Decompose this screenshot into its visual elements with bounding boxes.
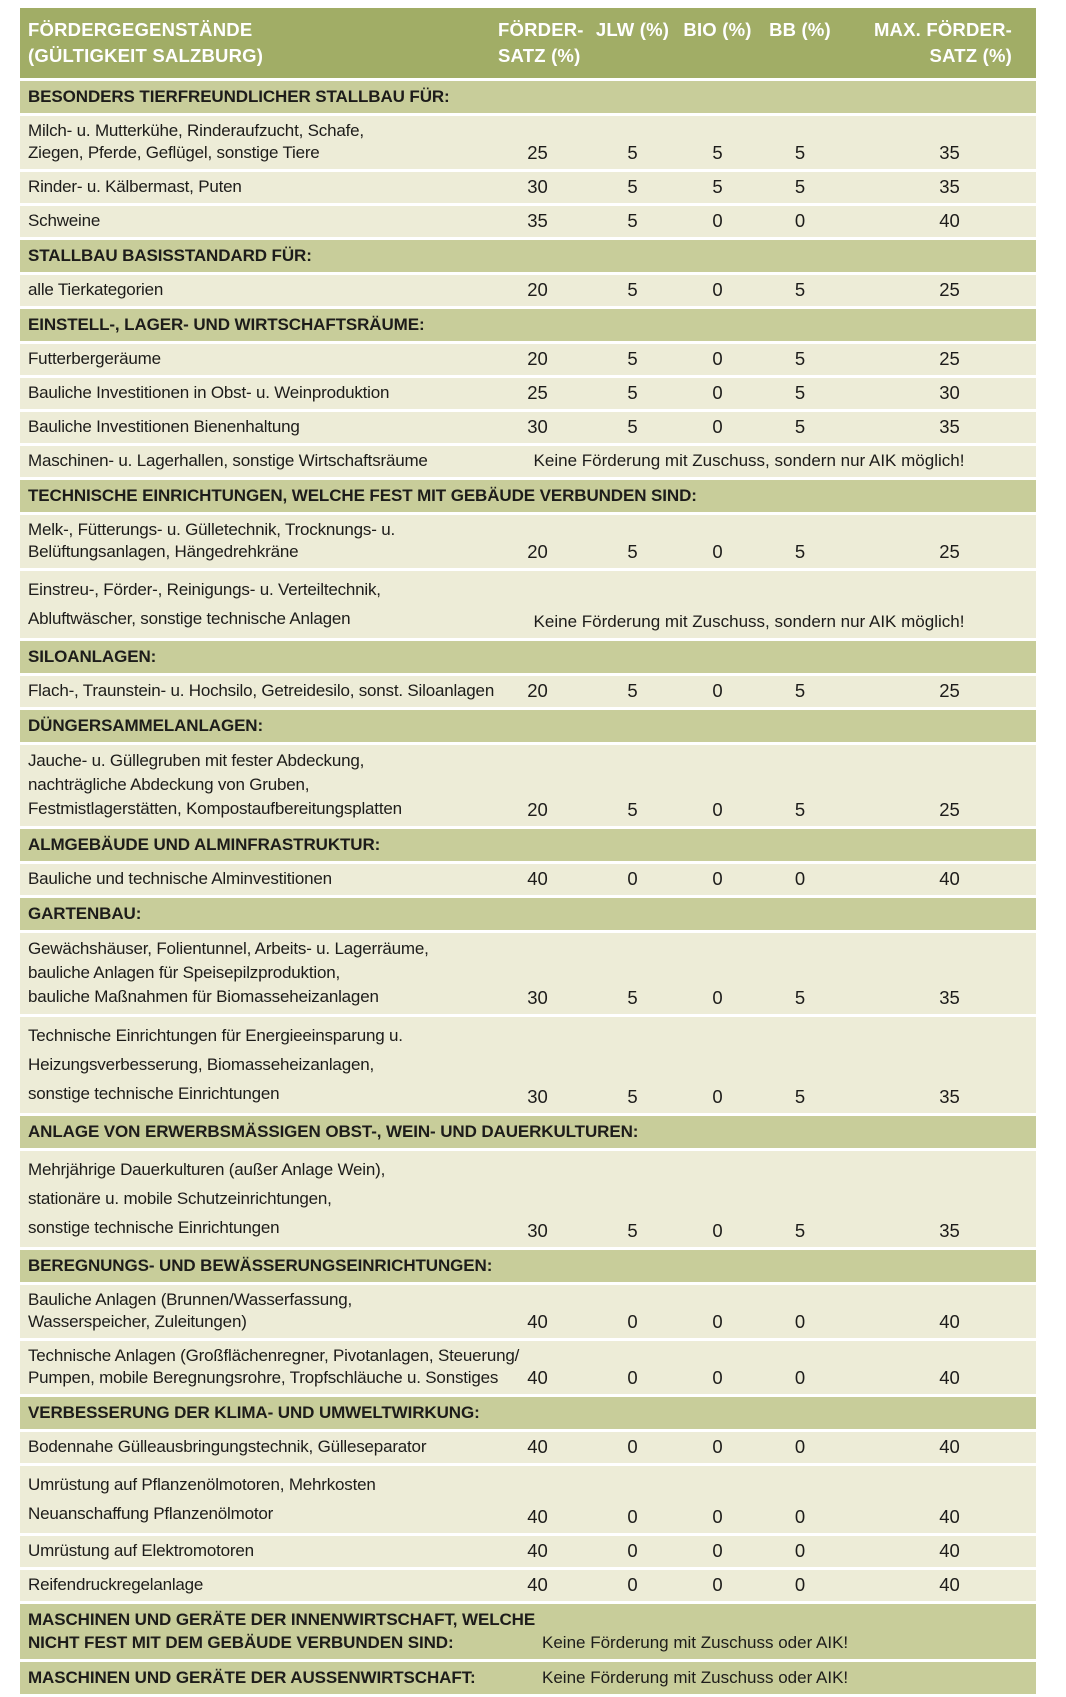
table-row <box>20 446 1036 477</box>
section-header-row <box>20 898 1036 930</box>
table-row <box>20 1536 1036 1567</box>
cell-value: 5 <box>794 541 806 562</box>
row-description-line: Abluftwäscher, sonstige technische Anlagen <box>28 609 351 628</box>
row-description <box>20 1289 490 1333</box>
cell-value: 40 <box>527 868 548 889</box>
section-title-line: DÜNGERSAMMELANLAGEN: <box>28 716 264 735</box>
cell-value: 40 <box>527 1311 548 1332</box>
cell-value: 40 <box>527 1540 548 1561</box>
section-header-row <box>20 710 1036 742</box>
table-row <box>20 1570 1036 1601</box>
cell-value: 35 <box>939 142 960 163</box>
row-description-line: Einstreu-, Förder-, Reinigungs- u. Verteiltechnik, <box>28 580 381 599</box>
section-title <box>20 313 542 336</box>
row-description <box>20 575 490 633</box>
cell-value: 0 <box>627 1311 638 1332</box>
row-description-line: Wasserspeicher, Zuleitungen) <box>28 1312 247 1331</box>
row-description-line: Ziegen, Pferde, Geflügel, sonstige Tiere <box>28 143 320 162</box>
cell-value: 25 <box>939 680 960 701</box>
row-description-line: Bodennahe Gülleausbringungstechnik, Gülleseparator <box>28 1437 427 1456</box>
section-title-line: GARTENBAU: <box>28 904 142 923</box>
cell-value: 5 <box>627 799 638 820</box>
cell-value: 5 <box>627 348 638 369</box>
column-header-line: SATZ (%) <box>498 45 581 66</box>
cell-value: 0 <box>712 1220 723 1241</box>
row-description <box>20 348 490 370</box>
cell-value: 0 <box>712 382 723 403</box>
table-row <box>20 378 1036 409</box>
cell-value: 5 <box>794 382 806 403</box>
cell-value: 5 <box>712 142 723 163</box>
section-title-line: BESONDERS TIERFREUNDLICHER STALLBAU FÜR: <box>28 87 450 106</box>
section-title <box>20 1120 639 1143</box>
section-header-row <box>20 81 1036 113</box>
table-row <box>20 933 1036 1014</box>
column-header-line: MAX. FÖRDER- <box>873 19 1012 40</box>
section-note: Keine Förderung mit Zuschuss oder AIK! <box>542 1668 849 1687</box>
row-description-line: Festmistlagerstätten, Kompostaufbereitungsplatten <box>28 799 402 818</box>
row-description <box>20 1021 490 1108</box>
section-header-row <box>20 480 1036 512</box>
row-description <box>20 1470 490 1528</box>
cell-value: 0 <box>794 1311 806 1332</box>
cell-value: 0 <box>712 541 723 562</box>
table-header-row <box>20 8 1036 78</box>
row-description-line: Maschinen- u. Lagerhallen, sonstige Wirtschaftsräume <box>28 451 428 470</box>
cell-value: 0 <box>712 1311 723 1332</box>
cell-value: 0 <box>794 1506 806 1527</box>
row-description-line: Umrüstung auf Pflanzenölmotoren, Mehrkosten <box>28 1475 376 1494</box>
row-description-line: Heizungsverbesserung, Biomasseheizanlagen, <box>28 1055 374 1074</box>
row-description-line: Rinder- u. Kälbermast, Puten <box>28 177 242 196</box>
table-row <box>20 864 1036 895</box>
row-description <box>20 749 490 821</box>
cell-value: 20 <box>527 348 548 369</box>
cell-value: 5 <box>794 987 806 1008</box>
section-title <box>20 833 542 856</box>
row-description <box>20 1540 490 1562</box>
row-description-line: bauliche Anlagen für Speisepilzproduktion, <box>28 963 340 982</box>
section-title <box>20 1254 542 1277</box>
cell-value: 30 <box>527 176 548 197</box>
table-row <box>20 116 1036 169</box>
subsidy-table <box>20 8 1036 1697</box>
section-title <box>20 85 542 108</box>
cell-value: 25 <box>939 348 960 369</box>
section-header-row <box>20 1604 1036 1659</box>
cell-value: 20 <box>527 680 548 701</box>
cell-value: 0 <box>712 1506 723 1527</box>
cell-value: 20 <box>527 799 548 820</box>
cell-value: 0 <box>712 210 723 231</box>
section-title <box>20 1608 542 1654</box>
cell-value: 35 <box>939 987 960 1008</box>
section-header-row <box>20 240 1036 272</box>
cell-value: 0 <box>712 1436 723 1457</box>
cell-value: 0 <box>712 348 723 369</box>
cell-value: 0 <box>627 1367 638 1388</box>
section-header-row <box>20 1662 1036 1694</box>
cell-value: 5 <box>627 176 638 197</box>
section-title-line: VERBESSERUNG DER KLIMA- UND UMWELTWIRKUNG: <box>28 1403 480 1422</box>
section-title-line: MASCHINEN UND GERÄTE DER INNENWIRTSCHAFT, WELCHE <box>28 1610 536 1629</box>
row-description-line: Milch- u. Mutterkühe, Rinderaufzucht, Schafe, <box>28 121 364 140</box>
section-title <box>20 484 697 507</box>
cell-value: 25 <box>939 799 960 820</box>
section-title <box>20 244 542 267</box>
cell-value: 25 <box>939 279 960 300</box>
row-description <box>20 450 490 472</box>
row-description-line: Gewächshäuser, Folientunnel, Arbeits- u. Lagerräume, <box>28 939 429 958</box>
cell-value: 0 <box>712 1540 723 1561</box>
section-title <box>20 1401 542 1424</box>
cell-value: 0 <box>794 1540 806 1561</box>
section-title-line: SILOANLAGEN: <box>28 647 157 666</box>
row-note: Keine Förderung mit Zuschuss, sondern nur AIK möglich! <box>533 612 965 631</box>
cell-value: 35 <box>939 1086 960 1107</box>
cell-value: 30 <box>939 382 960 403</box>
column-header-bb: BB (%) <box>769 19 831 40</box>
cell-value: 5 <box>627 382 638 403</box>
cell-value: 35 <box>939 176 960 197</box>
cell-value: 5 <box>794 1086 806 1107</box>
row-description <box>20 176 490 198</box>
row-note: Keine Förderung mit Zuschuss, sondern nur AIK möglich! <box>533 451 965 470</box>
cell-value: 0 <box>712 1574 723 1595</box>
section-title-line: ALMGEBÄUDE UND ALMINFRASTRUKTUR: <box>28 835 381 854</box>
section-title-line: BEREGNUNGS- UND BEWÄSSERUNGSEINRICHTUNGEN: <box>28 1256 493 1275</box>
cell-value: 0 <box>794 1436 806 1457</box>
table-row <box>20 344 1036 375</box>
cell-value: 5 <box>627 987 638 1008</box>
row-description <box>20 937 490 1009</box>
cell-value: 5 <box>627 416 638 437</box>
cell-value: 0 <box>627 1506 638 1527</box>
row-description <box>20 868 490 890</box>
table-row <box>20 1285 1036 1338</box>
section-title-line: EINSTELL-, LAGER- UND WIRTSCHAFTSRÄUME: <box>28 315 425 334</box>
cell-value: 0 <box>627 1540 638 1561</box>
section-title <box>20 645 542 668</box>
cell-value: 35 <box>939 416 960 437</box>
cell-value: 5 <box>794 1220 806 1241</box>
cell-value: 40 <box>939 210 960 231</box>
section-title-line: MASCHINEN UND GERÄTE DER AUSSENWIRTSCHAFT: <box>28 1668 476 1687</box>
table-body <box>20 81 1036 1694</box>
row-description-line: nachträgliche Abdeckung von Gruben, <box>28 775 310 794</box>
row-description-line: Reifendruckregelanlage <box>28 1575 204 1594</box>
section-header-row <box>20 829 1036 861</box>
table-row <box>20 571 1036 638</box>
table-row <box>20 206 1036 237</box>
table-row <box>20 412 1036 443</box>
table-row <box>20 1017 1036 1113</box>
cell-value: 40 <box>527 1574 548 1595</box>
row-description-line: Schweine <box>28 211 101 230</box>
row-description-line: Technische Einrichtungen für Energieeinsparung u. <box>28 1026 403 1045</box>
cell-value: 5 <box>627 1220 638 1241</box>
cell-value: 40 <box>939 1540 960 1561</box>
cell-value: 30 <box>527 987 548 1008</box>
cell-value: 0 <box>712 987 723 1008</box>
row-description <box>20 416 490 438</box>
table-row <box>20 172 1036 203</box>
row-description <box>20 519 490 563</box>
cell-value: 5 <box>794 680 806 701</box>
cell-value: 0 <box>712 799 723 820</box>
row-description-line: Bauliche Investitionen Bienenhaltung <box>28 417 300 436</box>
cell-value: 40 <box>939 1367 960 1388</box>
table-row <box>20 1151 1036 1247</box>
cell-value: 0 <box>794 210 806 231</box>
row-description-line: Flach-, Traunstein- u. Hochsilo, Getreidesilo, sonst. Siloanlagen <box>28 681 495 700</box>
cell-value: 5 <box>627 279 638 300</box>
table-row <box>20 1432 1036 1463</box>
row-description-line: Neuanschaffung Pflanzenölmotor <box>28 1504 274 1523</box>
cell-value: 30 <box>527 1220 548 1241</box>
cell-value: 40 <box>939 1311 960 1332</box>
row-description-line: Futterbergeräume <box>28 349 161 368</box>
column-header-jlw: JLW (%) <box>595 19 670 40</box>
row-description-line: sonstige technische Einrichtungen <box>28 1084 280 1103</box>
cell-value: 40 <box>527 1436 548 1457</box>
row-description <box>20 1155 490 1242</box>
cell-value: 5 <box>794 176 806 197</box>
table-row <box>20 1341 1036 1394</box>
row-description-line: Umrüstung auf Elektromotoren <box>28 1541 254 1560</box>
row-description <box>20 120 490 164</box>
column-header-line: FÖRDER- <box>498 19 584 40</box>
row-description-line: bauliche Maßnahmen für Biomasseheizanlagen <box>28 987 379 1006</box>
table-row <box>20 515 1036 568</box>
cell-value: 5 <box>627 210 638 231</box>
cell-value: 0 <box>712 1367 723 1388</box>
section-header-row <box>20 641 1036 673</box>
row-description <box>20 1345 520 1389</box>
column-header-line: (GÜLTIGKEIT SALZBURG) <box>28 45 264 66</box>
cell-value: 35 <box>939 1220 960 1241</box>
cell-value: 5 <box>712 176 723 197</box>
cell-value: 30 <box>527 416 548 437</box>
row-description-line: Jauche- u. Güllegruben mit fester Abdeckung, <box>28 751 365 770</box>
row-description-line: stationäre u. mobile Schutzeinrichtungen, <box>28 1189 332 1208</box>
cell-value: 0 <box>712 680 723 701</box>
cell-value: 0 <box>712 868 723 889</box>
column-header-max-foerdersatz <box>845 17 1036 69</box>
cell-value: 5 <box>627 541 638 562</box>
cell-value: 20 <box>527 279 548 300</box>
cell-value: 40 <box>939 1436 960 1457</box>
section-title <box>20 902 542 925</box>
column-header-line: SATZ (%) <box>929 45 1012 66</box>
cell-value: 0 <box>712 416 723 437</box>
cell-value: 0 <box>712 1086 723 1107</box>
table-row <box>20 275 1036 306</box>
row-description-line: Bauliche Investitionen in Obst- u. Weinproduktion <box>28 383 390 402</box>
row-description <box>20 1436 490 1458</box>
row-description-line: Bauliche und technische Alminvestitionen <box>28 869 332 888</box>
cell-value: 25 <box>939 541 960 562</box>
cell-value: 0 <box>627 1574 638 1595</box>
row-description-line: Mehrjährige Dauerkulturen (außer Anlage Wein), <box>28 1160 386 1179</box>
cell-value: 5 <box>794 279 806 300</box>
cell-value: 35 <box>527 210 548 231</box>
cell-value: 5 <box>627 680 638 701</box>
cell-value: 25 <box>527 142 548 163</box>
cell-value: 0 <box>712 279 723 300</box>
column-header-foerdersatz <box>490 17 585 69</box>
cell-value: 5 <box>627 1086 638 1107</box>
section-note: Keine Förderung mit Zuschuss oder AIK! <box>542 1633 849 1652</box>
cell-value: 40 <box>939 1506 960 1527</box>
cell-value: 20 <box>527 541 548 562</box>
column-header-line: FÖRDERGEGENSTÄNDE <box>28 19 253 40</box>
cell-value: 5 <box>794 142 806 163</box>
cell-value: 0 <box>794 1574 806 1595</box>
cell-value: 40 <box>939 1574 960 1595</box>
row-description <box>20 279 490 301</box>
table-row <box>20 745 1036 826</box>
row-description <box>20 1574 490 1596</box>
cell-value: 0 <box>627 1436 638 1457</box>
cell-value: 5 <box>794 416 806 437</box>
cell-value: 0 <box>794 868 806 889</box>
row-description <box>20 680 495 702</box>
cell-value: 25 <box>527 382 548 403</box>
row-description-line: Belüftungsanlagen, Hängedrehkräne <box>28 542 299 561</box>
section-title <box>20 714 542 737</box>
column-header-subject <box>20 17 490 69</box>
cell-value: 5 <box>627 142 638 163</box>
section-header-row <box>20 1116 1036 1148</box>
row-description-line: Bauliche Anlagen (Brunnen/Wasserfassung, <box>28 1290 353 1309</box>
row-description <box>20 382 490 404</box>
section-header-row <box>20 1397 1036 1429</box>
table-row <box>20 1466 1036 1533</box>
section-title-line: ANLAGE VON ERWERBSMÄSSIGEN OBST-, WEIN- UND DAUERKULTUREN: <box>28 1122 639 1141</box>
cell-value: 30 <box>527 1086 548 1107</box>
section-title <box>20 1666 542 1689</box>
section-title-line: STALLBAU BASISSTANDARD FÜR: <box>28 246 312 265</box>
row-description-line: alle Tierkategorien <box>28 280 164 299</box>
section-header-row <box>20 309 1036 341</box>
row-description-line: sonstige technische Einrichtungen <box>28 1218 280 1237</box>
row-description-line: Melk-, Fütterungs- u. Gülletechnik, Trocknungs- u. <box>28 520 395 539</box>
cell-value: 0 <box>794 1367 806 1388</box>
row-description-line: Technische Anlagen (Großflächenregner, Pivotanlagen, Steuerung/ <box>28 1346 520 1365</box>
cell-value: 40 <box>527 1367 548 1388</box>
row-description <box>20 210 490 232</box>
column-header-bio: BIO (%) <box>683 19 752 40</box>
table-row <box>20 676 1036 707</box>
section-title-line: TECHNISCHE EINRICHTUNGEN, WELCHE FEST MIT GEBÄUDE VERBUNDEN SIND: <box>28 486 697 505</box>
cell-value: 40 <box>939 868 960 889</box>
section-header-row <box>20 1250 1036 1282</box>
cell-value: 5 <box>794 799 806 820</box>
cell-value: 0 <box>627 868 638 889</box>
section-title-line: NICHT FEST MIT DEM GEBÄUDE VERBUNDEN SIND: <box>28 1633 454 1652</box>
cell-value: 5 <box>794 348 806 369</box>
row-description-line: Pumpen, mobile Beregnungsrohre, Tropfschläuche u. Sonstiges <box>28 1368 499 1387</box>
cell-value: 40 <box>527 1506 548 1527</box>
